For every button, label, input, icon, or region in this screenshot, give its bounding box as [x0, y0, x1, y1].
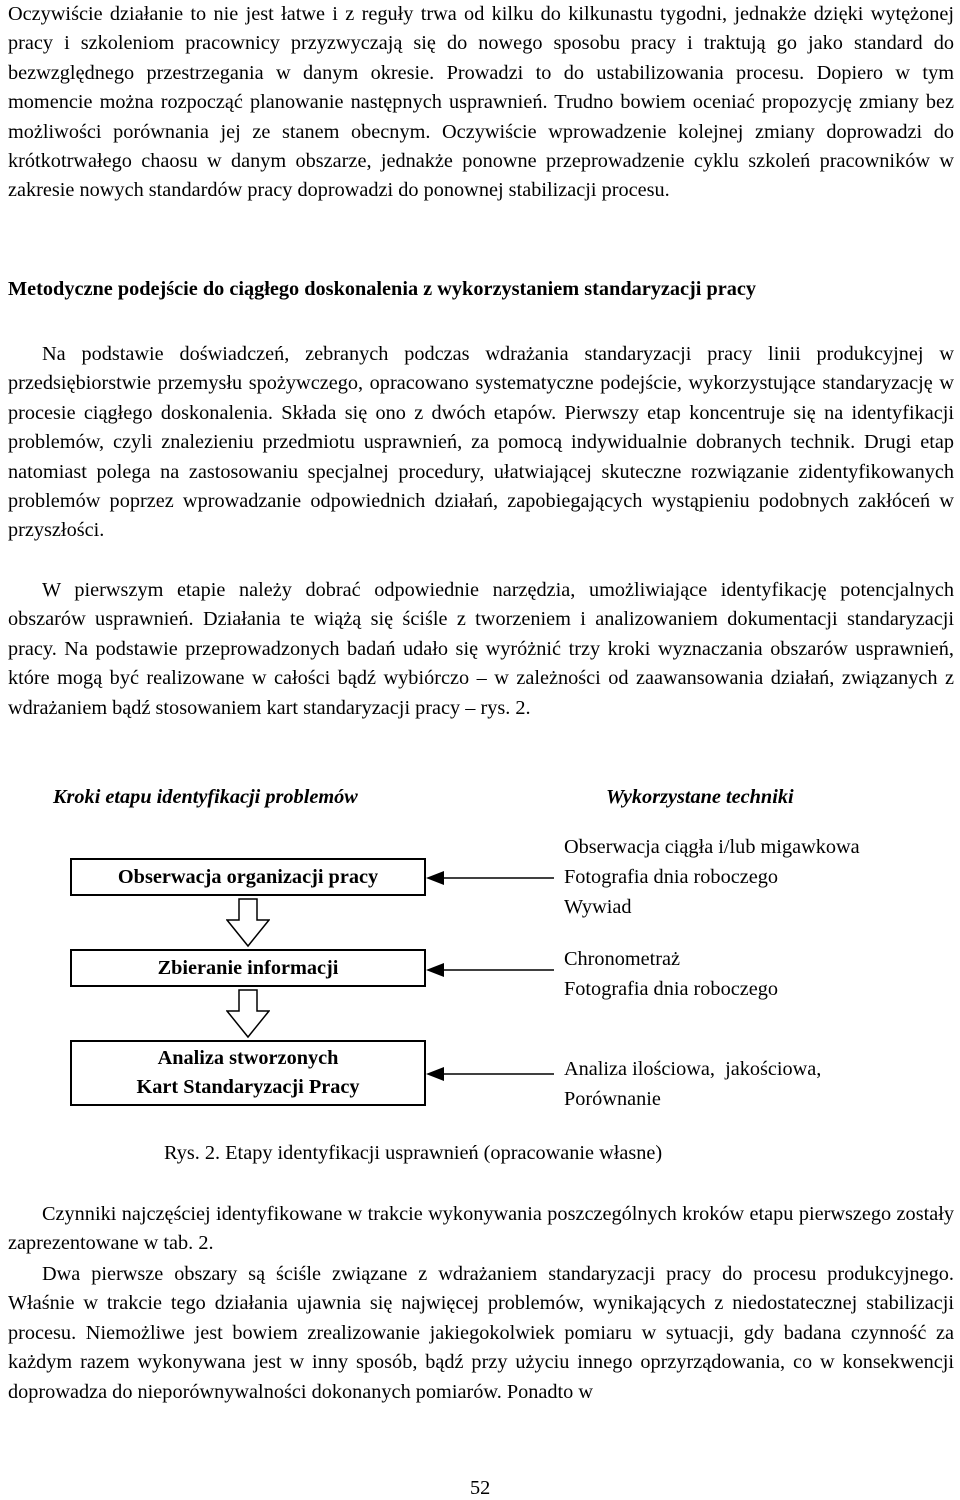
paragraph-2: Na podstawie doświadczeń, zebranych podczas wdrażania standaryzacji pracy linii produkcyjnej w przedsiębiorstwie przemysłu spożywczego, opracowano systematyczne podejście, wykorzystujące standaryzację w procesie ciągłego doskonalenia. Składa się ono z dwóch etapów. Pierwszy etap koncentruje się na identyfikacji problemów, czyli znalezieniu przedmiotu usprawnień, za pomocą indywidualnie dobranych technik. Drugi etap natomiast polega na zastosowaniu specjalnej procedury, ułatwiającej skuteczne rozwiązanie zidentyfikowanych problemów poprzez wprowadzanie odpowiednich działań, zapobiegających wystąpieniu podobnych zakłóceń w przyszłości.: [8, 343, 954, 542]
technique-item: Wywiad: [564, 896, 632, 918]
step-box-1: [70, 858, 426, 896]
step-3-label: [136, 1044, 359, 1102]
technique-item: Chronometraż: [564, 948, 681, 970]
down-arrow-icon: [226, 989, 270, 1039]
step-2-label: Zbieranie informacji: [157, 956, 339, 979]
techniques-group-2: [564, 944, 778, 1004]
technique-item: Obserwacja ciągła i/lub migawkowa: [564, 836, 860, 858]
section-heading: Metodyczne podejście do ciągłego doskonalenia z wykorzystaniem standaryzacji pracy: [8, 278, 757, 300]
paragraph-1: Oczywiście działanie to nie jest łatwe i z reguły trwa od kilku do kilkunastu tygodni, jednakże dzięki wytężonej pracy i szkoleniom pracownicy przyzwyczają się do nowego sposobu pracy i traktują go jako standard do bezwzględnego przestrzegania w danym okresie. Prowadzi to do ustabilizowania procesu. Dopiero w tym momencie można rozpocząć planowanie następnych usprawnień. Trudno bowiem oceniać propozycję zmiany bez możliwości porównania jej ze stanem obecnym. Oczywiście wprowadzenie kolejnej zmiany doprowadzi do krótkotrwałego chaosu w danym obszarze, jednakże ponowne przeprowadzenie cyklu szkoleń pracowników w zakresie nowych standardów pracy doprowadzi do ponownej stabilizacji procesu.: [8, 3, 954, 202]
down-arrow-icon: [226, 898, 270, 948]
step-3-line-1: Analiza stworzonych: [157, 1047, 339, 1069]
step-box-3: [70, 1040, 426, 1106]
page-number: 52: [470, 1477, 491, 1499]
figure-left-title: Kroki etapu identyfikacji problemów: [53, 786, 358, 808]
techniques-group-1: [564, 832, 860, 922]
paragraph-3: W pierwszym etapie należy dobrać odpowiednie narzędzia, umożliwiające identyfikację potencjalnych obszarów usprawnień. Działania te wiążą się ściśle z tworzeniem i analizowaniem dokumentacji standaryzacji pracy. Na podstawie przeprowadzonych badań udało się wyróżnić trzy kroki wyznaczania obszarów usprawnień, które mogą być realizowane w całości bądź wybiórczo – w zależności od zaawansowania działań, związanych z wdrażaniem bądź stosowaniem kart standaryzacji pracy – rys. 2.: [8, 579, 954, 719]
technique-item: Fotografia dnia roboczego: [564, 866, 779, 888]
step-box-2: [70, 949, 426, 987]
paragraph-5: Dwa pierwsze obszary są ściśle związane z wdrażaniem standaryzacji pracy do procesu produkcyjnego. Właśnie w trakcie tego działania ujawnia się najwięcej problemów, wynikających z niedostatecznej stabilizacji procesu. Niemożliwe jest bowiem zrealizowanie jakiegokolwiek pomiaru w sytuacji, gdy badana czynność za każdym razem wykonywana jest w inny sposób, bądź przy użyciu innego oprzyrządowania, co w konsekwencji doprowadza do nieporównywalności dokonanych pomiarów. Ponadto w: [8, 1263, 954, 1403]
techniques-group-3: [564, 1054, 821, 1114]
left-arrow-icon: [426, 960, 554, 980]
technique-item: Fotografia dnia roboczego: [564, 978, 779, 1000]
step-1-label: Obserwacja organizacji pracy: [117, 865, 379, 888]
technique-item: Porównanie: [564, 1088, 661, 1110]
figure-right-title: Wykorzystane techniki: [606, 786, 794, 808]
left-arrow-icon: [426, 868, 554, 888]
paragraph-4: Czynniki najczęściej identyfikowane w trakcie wykonywania poszczególnych kroków etapu pierwszego zostały zaprezentowane w tab. 2.: [8, 1203, 954, 1255]
step-3-line-2: Kart Standaryzacji Pracy: [136, 1076, 360, 1098]
left-arrow-icon: [426, 1064, 554, 1084]
technique-item: Analiza ilościowa, jakościowa,: [564, 1058, 822, 1080]
figure-caption: Rys. 2. Etapy identyfikacji usprawnień (opracowanie własne): [164, 1142, 663, 1164]
